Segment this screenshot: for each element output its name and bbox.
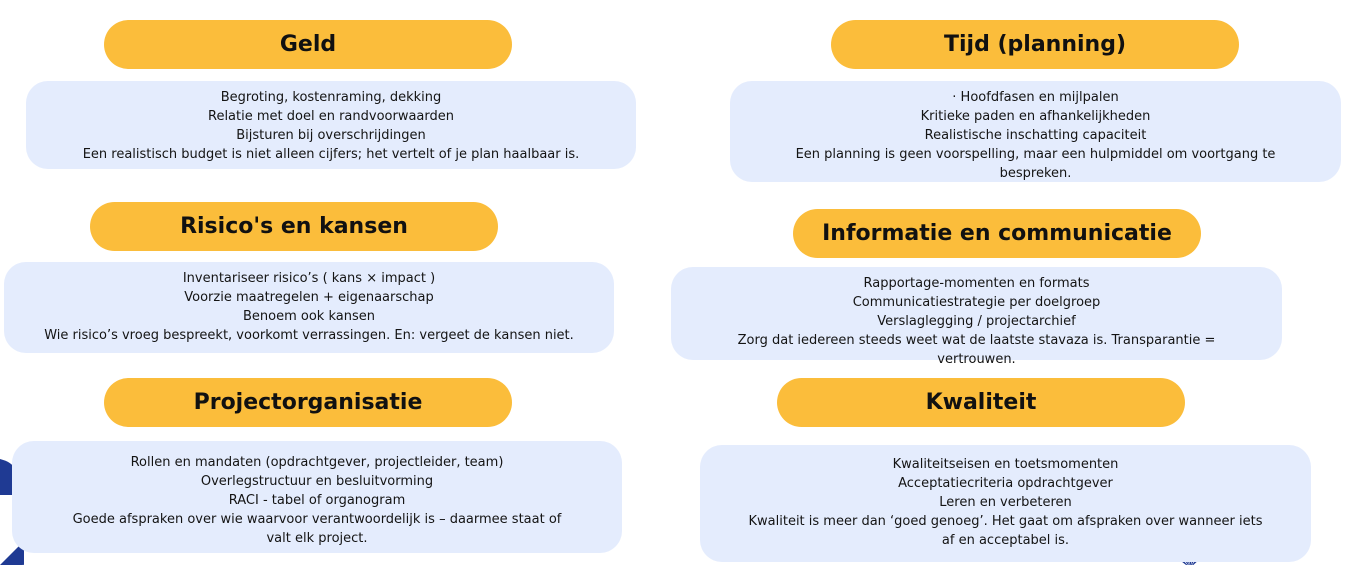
- section-risicos-line: Voorzie maatregelen + eigenaarschap: [184, 290, 434, 305]
- section-projectorganisatie-line: Overlegstructuur en besluitvorming: [200, 474, 434, 489]
- section-informatie-card: [671, 267, 1282, 367]
- section-risicos-line: Benoem ook kansen: [243, 309, 375, 324]
- section-projectorganisatie-line: RACI - tabel of organogram: [228, 493, 406, 508]
- section-projectorganisatie-line: valt elk project.: [266, 531, 368, 546]
- section-risicos-line: Inventariseer risico’s ( kans × impact ): [182, 271, 436, 286]
- section-geld-card: [26, 81, 636, 169]
- section-informatie-line: Rapportage-momenten en formats: [863, 276, 1090, 291]
- section-risicos-title: Risico's en kansen: [90, 202, 498, 251]
- section-informatie-line: Communicatiestrategie per doelgroep: [852, 295, 1101, 310]
- section-tijd-line: Kritieke paden en afhankelijkheden: [920, 109, 1151, 124]
- section-kwaliteit-title: Kwaliteit: [777, 378, 1185, 427]
- section-geld-title: Geld: [104, 20, 512, 69]
- section-kwaliteit-line: Acceptatiecriteria opdrachtgever: [898, 476, 1113, 491]
- section-risicos-line: Wie risico’s vroeg bespreekt, voorkomt verrassingen. En: vergeet de kansen niet.: [44, 328, 574, 343]
- section-kwaliteit-card: [700, 445, 1311, 562]
- section-projectorganisatie-card: [12, 441, 622, 553]
- section-tijd-line: Realistische inschatting capaciteit: [924, 128, 1147, 143]
- section-tijd-title: Tijd (planning): [831, 20, 1239, 69]
- section-informatie-line: Verslaglegging / projectarchief: [877, 314, 1076, 329]
- section-informatie-title: Informatie en communicatie: [793, 209, 1201, 258]
- section-tijd-line: Een planning is geen voorspelling, maar een hulpmiddel om voortgang te: [795, 147, 1276, 162]
- section-tijd-card: [730, 81, 1341, 182]
- section-projectorganisatie-title: Projectorganisatie: [104, 378, 512, 427]
- section-projectorganisatie-line: Goede afspraken over wie waarvoor verantwoordelijk is – daarmee staat of: [72, 512, 562, 527]
- section-geld-line: Bijsturen bij overschrijdingen: [236, 128, 426, 143]
- section-tijd-line: bespreken.: [999, 166, 1072, 181]
- section-kwaliteit-line: Kwaliteitseisen en toetsmomenten: [892, 457, 1119, 472]
- section-kwaliteit-line: Leren en verbeteren: [939, 495, 1072, 510]
- section-geld-line: Relatie met doel en randvoorwaarden: [208, 109, 454, 124]
- section-informatie-line: vertrouwen.: [937, 352, 1016, 367]
- section-kwaliteit-line: Kwaliteit is meer dan ‘goed genoeg’. Het gaat om afspraken over wanneer iets: [748, 514, 1263, 529]
- section-kwaliteit-line: af en acceptabel is.: [941, 533, 1070, 548]
- section-geld-line: Een realistisch budget is niet alleen cijfers; het vertelt of je plan haalbaar is.: [82, 147, 580, 162]
- section-geld-line: Begroting, kostenraming, dekking: [220, 90, 442, 105]
- section-tijd-line: · Hoofdfasen en mijlpalen: [952, 90, 1119, 105]
- section-risicos-card: [4, 262, 614, 353]
- section-informatie-line: Zorg dat iedereen steeds weet wat de laatste stavaza is. Transparantie =: [737, 333, 1216, 348]
- section-projectorganisatie-line: Rollen en mandaten (opdrachtgever, projectleider, team): [130, 455, 504, 470]
